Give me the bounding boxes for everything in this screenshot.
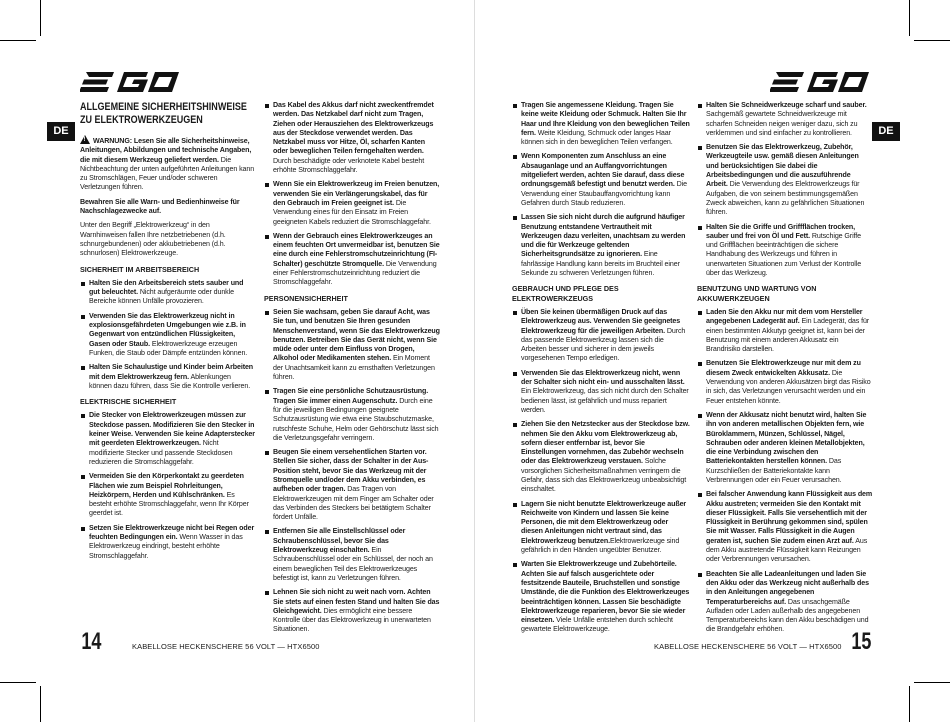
heading-battery: BENUTZUNG UND WARTUNG VON AKKUWERKZEUGEN <box>697 284 817 303</box>
list-item: Lehnen Sie sich nicht zu weit nach vorn. Achten Sie stets auf einen festen Stand und halten Sie das Gleichgewicht. Dies ermöglicht eine bessere Kontrolle über das Elektrowerkzeug in unerwarteten Situationen. <box>264 588 440 634</box>
list-item: Halten Sie den Arbeitsbereich stets sauber und gut beleuchtet. Nicht aufgeräumte oder dunkle Bereiche können Unfälle provozieren. <box>80 279 255 307</box>
list-item: Seien Sie wachsam, geben Sie darauf Acht, was Sie tun, und benutzen Sie Ihren gesunden Menschenverstand, wenn Sie das Elektrowerkzeug benutzen. Betreiben Sie das Gerät nicht, wenn Sie müde oder unter dem Einfluss von Drogen, Alkohol oder Medikamenten stehen. Ein Moment der Unachtsamkeit kann zu ernsthaften Verletzungen führen. <box>264 308 440 382</box>
list-item: Wenn der Akkusatz nicht benutzt wird, halten Sie ihn von anderen metallischen Objekten fern, wie Büroklammern, Münzen, Schlüssel, Nägel, Schrauben oder anderen kleinen Metallobjekten, die eine Verbindung zwischen den Batteriekontakten herstellen können. Das Kurzschließen der Batteriekontakte kann Verbrennungen oder ein Feuer verursachen. <box>697 411 873 485</box>
page-number-left: 14 <box>81 628 102 655</box>
language-tab-right: DE <box>872 122 900 141</box>
list-item: Wenn der Gebrauch eines Elektrowerkzeuges an einem feuchten Ort unvermeidbar ist, benutzen Sie eine durch eine Fehlerstromschutzeinrichtung (FI-Schalter) geschützte Stromquelle. Die Verwendung einer Fehlerstromschutzeinrichtung reduziert die Stromschlaggefahr. <box>264 232 440 288</box>
crop-mark <box>914 682 950 683</box>
list-item: Benutzen Sie das Elektrowerkzeug, Zubehör, Werkzeugteile usw. gemäß diesen Anleitungen und berücksichtigen Sie dabei die Arbeitsbedingungen und die auszuführende Arbeit. Die Verwendung des Elektrowerkzeugs für Aufgaben, die von seinem bestimmungsgemäßen Zweck abweichen, kann zu gefährlichen Situationen führen. <box>697 143 873 217</box>
term-definition: Unter den Begriff „Elektrowerkzeug“ in den Warnhinweisen fallen Ihre netzbetriebenen (d.h. schnurgebundenen) oder akkubetriebenen (d.h. schnurlosen) Elektrowerkzeuge. <box>80 221 226 258</box>
list-item: Lagern Sie nicht benutzte Elektrowerkzeuge außer Reichweite von Kindern und lassen Sie keine Personen, die mit dem Elektrowerkzeug oder diesen Anleitungen nicht vertraut sind, das Elektrowerkzeug benutzen.Elektrowerkzeuge sind gefährlich in den Händen ungeübter Benutzer. <box>512 500 690 556</box>
list-item: Das Kabel des Akkus darf nicht zweckentfremdet werden. Das Netzkabel darf nicht zum Tragen, Ziehen oder Herausziehen des Elektrowerkzeugs aus der Steckdose verwendet werden. Das Netzkabel muss vor Hitze, Öl, scharfen Kanten oder beweglichen Teilen ferngehalten werden. Durch beschädigte oder verknotete Kabel besteht erhöhte Stromschlaggefahr. <box>264 101 440 175</box>
spine-line <box>474 0 475 722</box>
personal-list <box>264 308 440 635</box>
footer-right: KABELLOSE HECKENSCHERE 56 VOLT — HTX6500 <box>654 642 842 651</box>
warning-icon <box>80 135 90 144</box>
heading-electrical: ELEKTRISCHE SICHERHEIT <box>80 397 177 407</box>
list-item: Lassen Sie sich nicht durch die aufgrund häufiger Benutzung entstandene Vertrautheit mit Werkzeugen dazu verleiten, unachtsam zu werden und die für Werkzeuge geltenden Sicherheitsgrundsätze zu ignorieren. Eine fahrlässige Handlung kann bereits im Bruchteil einer Sekunde zu schweren Verletzungen führen. <box>512 213 690 278</box>
crop-mark <box>914 40 950 41</box>
crop-mark <box>40 686 41 722</box>
heading-personal: PERSONENSICHERHEIT <box>264 293 348 303</box>
list-item: Tragen Sie eine persönliche Schutzausrüstung. Tragen Sie immer einen Augenschutz. Durch eine für die jeweiligen Bedingungen geeignete Schutzausrüstung wie etwa eine Staubschutzmaske, rutschfeste Schuhe, Helm oder Gehörschutz lässt sich die Verletzungsgefahr verringern. <box>264 387 440 443</box>
right-column-1 <box>512 101 690 640</box>
left-column-2 <box>264 101 440 640</box>
list-item: Ziehen Sie den Netzstecker aus der Steckdose bzw. nehmen Sie den Akku vom Elektrowerkzeug ab, sofern dieser entfernbar ist, bevor Sie Einstellungen vornehmen, das Zubehör wechseln oder das Elektrowerkzeug verstauen. Solche vorsorglichen Sicherheitsmaßnahmen verringern die Gefahr, dass sich das Elektrowerkzeug unbeabsichtigt einschaltet. <box>512 420 690 494</box>
keep-instructions: Bewahren Sie alle Warn- und Bedienhinweise für Nachschlagezwecke auf. <box>80 197 240 216</box>
list-item: Setzen Sie Elektrowerkzeuge nicht bei Regen oder feuchten Bedingungen ein. Wenn Wasser in das Elektrowerkzeug eindringt, besteht erhöhte Stromschlaggefahr. <box>80 524 255 561</box>
list-item: Wenn Komponenten zum Anschluss an eine Absauganlage und an Auffangvorrichtungen mitgeliefert werden, achten Sie darauf, dass diese ordnungsgemäß befestigt und benutzt werden. Die Verwendung einer Staubauffangvorrichtung kann Gefahren durch Staub reduzieren. <box>512 152 690 208</box>
list-item: Beugen Sie einem versehentlichen Starten vor. Stellen Sie sicher, dass der Schalter in der Aus-Position steht, bevor Sie das Werkzeug mit der Stromquelle und/oder dem Akku verbinden, es aufheben oder tragen. Das Tragen von Elektrowerkzeugen mit dem Finger am Schalter oder das Verbinden des Steckers bei betätigtem Schalter fördert Unfälle. <box>264 448 440 522</box>
battery-list <box>697 308 873 635</box>
work-area-list <box>80 279 255 391</box>
heading-use-care: GEBRAUCH UND PFLEGE DES ELEKTROWERKZEUGS <box>512 284 619 303</box>
list-item: Vermeiden Sie den Körperkontakt zu geerdeten Flächen wie zum Beispiel Rohrleitungen, Heizkörpern, Herden und Kühlschränken. Es besteht erhöhte Stromschlaggefahr, wenn Ihr Körper geerdet ist. <box>80 472 255 518</box>
crop-mark <box>909 0 910 36</box>
list-item: Halten Sie Schaulustige und Kinder beim Arbeiten mit dem Elektrowerkzeug fern. Ablenkungen können dazu führen, dass Sie die Kontrolle verlieren. <box>80 363 255 391</box>
list-item: Tragen Sie angemessene Kleidung. Tragen Sie keine weite Kleidung oder Schmuck. Halten Sie Ihr Haar und Ihre Kleidung von den beweglichen Teilen fern. Weite Kleidung, Schmuck oder langes Haar können sich in den beweglichen Teilen verfangen. <box>512 101 690 147</box>
ego-logo-right <box>770 70 870 94</box>
personal-list-cont <box>512 101 690 278</box>
use-care-list-cont <box>697 101 873 278</box>
page-number-right: 15 <box>851 628 872 655</box>
list-item: Laden Sie den Akku nur mit dem vom Hersteller angegebenen Ladegerät auf. Ein Ladegerät, das für einen bestimmten Akkutyp geeignet ist, kann bei der Benutzung mit einem anderen Akkusatz ein Brandrisiko darstellen. <box>697 308 873 354</box>
left-column-1 <box>80 101 255 566</box>
list-item: Verwenden Sie das Elektrowerkzeug nicht, wenn der Schalter sich nicht ein- und ausschalten lässt. Ein Elektrowerkzeug, das sich nicht durch den Schalter bedienen lässt, ist gefährlich und muss repariert werden. <box>512 369 690 415</box>
heading-work-area: SICHERHEIT IM ARBEITSBEREICH <box>80 264 200 274</box>
list-item: Benutzen Sie Elektrowerkzeuge nur mit dem zu diesem Zweck entwickelten Akkusatz. Die Verwendung von anderen Akkusätzen birgt das Risiko in sich, das Verletzungen verursacht werden und ein Feuer entstehen könnte. <box>697 359 873 405</box>
electrical-list-cont <box>264 101 440 288</box>
language-tab-left: DE <box>47 122 75 141</box>
crop-mark <box>0 40 36 41</box>
use-care-list <box>512 308 690 635</box>
list-item: Halten Sie die Griffe und Griffflächen trocken, sauber und frei von Öl und Fett. Rutschige Griffe und Griffflächen beeinträchtigen die sichere Handhabung des Werkzeugs und führen in unerwarteten Situationen zum Verlust der Kontrolle über das Werkzeug. <box>697 223 873 279</box>
list-item: Die Stecker von Elektrowerkzeugen müssen zur Steckdose passen. Modifizieren Sie den Stecker in keiner Weise. Verwenden Sie keine Adapterstecker mit geerdeten Elektrowerkzeugen. Nicht modifizierte Stecker und passende Steckdosen reduzieren die Stromschlaggefahr. <box>80 411 255 467</box>
warning-paragraph: !WARNUNG: Lesen Sie alle Sicherheitshinweise, Anleitungen, Abbildungen und technische Angaben, die mit diesem Werkzeug geliefert werden. Die Nichtbeachtung der unten aufgeführten Anleitungen kann zu Stromschlägen, Feuer und/oder schweren Verletzungen führen. <box>80 135 255 193</box>
crop-mark <box>0 682 36 683</box>
list-item: Verwenden Sie das Elektrowerkzeug nicht in explosionsgefährdeten Umgebungen wie z.B. in Gegenwart von entzündlichen Flüssigkeiten, Gasen oder Staub. Elektrowerkzeuge erzeugen Funken, die Staub oder Dämpfe entzünden können. <box>80 312 255 358</box>
list-item: Üben Sie keinen übermäßigen Druck auf das Elektrowerkzeug aus. Verwenden Sie geeignetes Elektrowerkzeug für die jeweiligen Arbeiten. Durch das passende Elektrowerkzeug lassen sich die Arbeiten besser und sicherer in dem jeweils vorgesehenen Tempo erledigen. <box>512 308 690 364</box>
electrical-list <box>80 411 255 560</box>
ego-logo-left <box>80 70 180 94</box>
list-item: Beachten Sie alle Ladeanleitungen und laden Sie den Akku oder das Werkzeug nicht außerhalb des in den Anleitungen angegebenen Temperaturbereichs auf. Das unsachgemäße Aufladen oder Laden außerhalb des angegebenen Temperaturbereichs kann den Akku beschädigen und die Brandgefahr erhöhen. <box>697 570 873 635</box>
list-item: Halten Sie Schneidwerkzeuge scharf und sauber. Sachgemäß gewartete Schneidwerkzeuge mit scharfen Schneiden neigen weniger dazu, sich zu verklemmen und sind einfacher zu kontrollieren. <box>697 101 873 138</box>
section-title: ALLGEMEINE SICHERHEITSHINWEISE ZU ELEKTROWERKZEUGEN <box>80 101 247 126</box>
crop-mark <box>909 686 910 722</box>
footer-left: KABELLOSE HECKENSCHERE 56 VOLT — HTX6500 <box>132 642 320 651</box>
list-item: Wenn Sie ein Elektrowerkzeug im Freien benutzen, verwenden Sie ein Verlängerungskabel, das für den Gebrauch im Freien geeignet ist. Die Verwendung eines für den Einsatz im Freien geeigneten Kabels reduziert die Stromschlaggefahr. <box>264 180 440 226</box>
crop-mark <box>40 0 41 36</box>
right-column-2 <box>697 101 873 640</box>
list-item: Warten Sie Elektrowerkzeuge und Zubehörteile. Achten Sie auf falsch ausgerichtete oder festsitzende Bauteile, Bruchstellen und sonstige Umstände, die die Funktion des Elektrowerkzeuges beeinträchtigen können. Lassen Sie beschädigte Elektrowerkzeuge reparieren, bevor Sie sie wieder einsetzen. Viele Unfälle entstehen durch schlecht gewartete Elektrowerkzeuge. <box>512 560 690 634</box>
list-item: Bei falscher Anwendung kann Flüssigkeit aus dem Akku austreten; vermeiden Sie den Kontakt mit dieser Flüssigkeit. Falls Sie versehentlich mit der Flüssigkeit in Berührung gekommen sind, spülen Sie mit Wasser. Falls Flüssigkeit in die Augen geraten ist, suchen Sie zudem einen Arzt auf. Aus dem Akku austretende Flüssigkeit kann Reizungen oder Verbrennungen verursachen. <box>697 490 873 564</box>
list-item: Entfernen Sie alle Einstellschlüssel oder Schraubenschlüssel, bevor Sie das Elektrowerkzeug einschalten. Ein Schraubenschlüssel oder ein Schlüssel, der noch an einem beweglichen Teil des Elektrowerkzeuges befestigt ist, kann zu Verletzungen führen. <box>264 527 440 583</box>
